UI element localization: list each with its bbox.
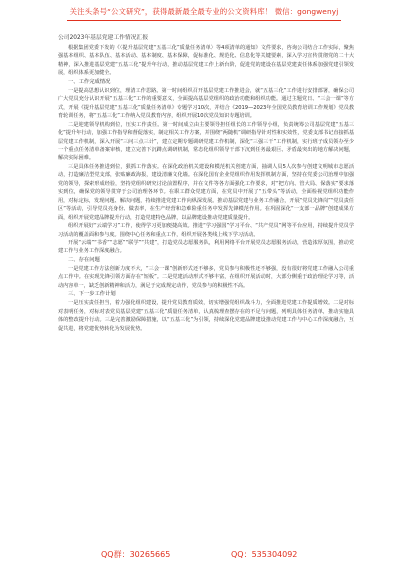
paragraph: 组织开展好“云端学习”工作，使得学习更加便捷高效。推进“学习强国”学习平台、“共产党员”网等平台应用，持续提升党员学习活动的覆盖面和参与度。围绕中心任务和重点工作，组织开展各类线上线下学习活动。 [58,223,354,238]
paragraph: 三是具体任务推进到位，狠抓工作落实。在深化政治机关建设和模范机关创建方面，抽调人员5人次参与创建文明城市志愿活动，打造廉洁型党支部，张贴廉政海报，建设清廉文化墙。在深化国有企业党组织作用发挥机制方面，坚持在党委公司治理中加强党的领导，探索形成经验，坚持党组织研究讨论前置程序，并在文件等各方面强化工作要求，对“把方向、管大局、保落实”要求落实到位，确保党的领导贯穿于公司治理各环节。在职工群众党建方面，在党员中开展了“五带头”等活动，全面检视党组织功能作用，对标定标，发现问题、解决问题，持续推进党建工作向纵深发展。推动基层党建与业务工作融合，开展“党员先锋岗”“党员责任区”等活动，引导党员亮身份、做表率，在生产经营和急难险重任务中发挥先锋模范作用。在巩固深化“一支部一品牌”创建成果方面，组织开展党建品牌提升行动，打造党建特色品牌，以品牌建设推动党建质量提升。 [58,163,354,221]
section-heading: 二、存在问题 [68,256,100,263]
promo-banner-text: 关注头条号“公文研究”，获得最新最全最专业的公文资料库！ 微信：gongwenyj [69,7,339,16]
banner-divider [67,20,341,21]
promo-banner [0,6,408,21]
footer-qq-group: QQ群：30265665 [101,550,171,559]
section-heading: 三、下一步工作计划 [68,291,116,298]
paragraph: 一是党建工作方法创新力度不大，“三会一课”创新形式还不够多，党员参与积极性还不够强，没有很好将党建工作融入公司重点工作中。在实现先锋引领方面存在“短板”。二是党建活动形式不够丰富，在组织开展活动时，大部分侧重于政治理论学习等，活动内容单一，缺乏创新精神和活力，满足于完成规定动作，党员参与的积极性不高。 [58,265,354,289]
paragraph: 根据集团党委下发的《〈提升基层党建“五基三化”质量任务清单〉等4项清单的通知》文件要求，咨询公司结合工作实际，聚焦强基本组织、基本队伍、基本活动、基本制度、基本保障，促标准化、规范化、信息化等关键要素，深入学习宣传贯彻党的二十大精神，深入推进基层党建“五基三化”提升年行动，推动基层党建工作上新台阶，促进党的建设在基层党建责任体系加强党建引领发展，组织体系更加健全。 [58,45,354,77]
paragraph: 一是压实责任担当，着力强化组织建设，提升党员教育质效，切实增强党组织战斗力，全面推进党建工作提质增效。二是对标对表明任务，对标对表党员基层党建“五基三化”质量任务清单，认真梳理查摆存在的不足与问题，列明具体任务清单，推动实施具体的整改提升行动。三是完善激励保障措施，以“五基三化”为引领，持续深化党建品牌建设推动党建工作与中心工作深度融合，互促共进，将党建优势转化为发展优势。 [58,300,354,332]
document-body [58,34,354,333]
paragraph: 二是迎建领导机构到位，压实工作责任。第一时间成立由主要领导担任组长的工作领导小组，负责统筹公司基层党建“五基三化”提升年行动，加强工作指导和督促落实，制定相关工作方案，并围绕“两随机”调研指导针对性和实效性，党委支部书记直接抓基层党建工作机制，深入开展“三问三点三计”，建立定期专题调研党建工作机制，深化“三强三干”工作机制，实行班子成员领办至少一个重点任务清单备案审核，建立完善下沉蹲点调研机制，常态化组织领导干部下沉到任务最艰巨、矛盾最突出的地方解决问题，解决实际困难。 [58,121,354,162]
document-title: 公司2023年基层党建工作情况汇报 [58,35,149,41]
paragraph: 一是提高思想认识到位，理清工作思路。第一时间组织召开基层党建工作推进会，就“五基三化”工作进行安排部署，确保公司广大党员充分认识开展“五基三化”工作的重要意义，全面提高基层党组织的政治功能和组织功能。通过主题党日、“三会一课”等方式，开展《提升基层党建“五基三化”质量任务清单》专题学习10次，并结合《2019—2023年全国党员教育培训工作规划》党员教育轮训任务，将“五基三化”工作纳入党员教育内容，组织开展10次党员知识专题培训。 [58,87,354,120]
footer-qq: QQ：535304092 [231,550,298,559]
section-heading: 一、工作完成情况 [68,78,111,85]
paragraph: 开展“云端”“书香”“志愿”“联学”“共建”，打造党员志愿服务队，利用网络平台开展党员志愿服务活动，营造浓厚氛围，推动党建工作与业务工作深度融合。 [58,239,354,255]
